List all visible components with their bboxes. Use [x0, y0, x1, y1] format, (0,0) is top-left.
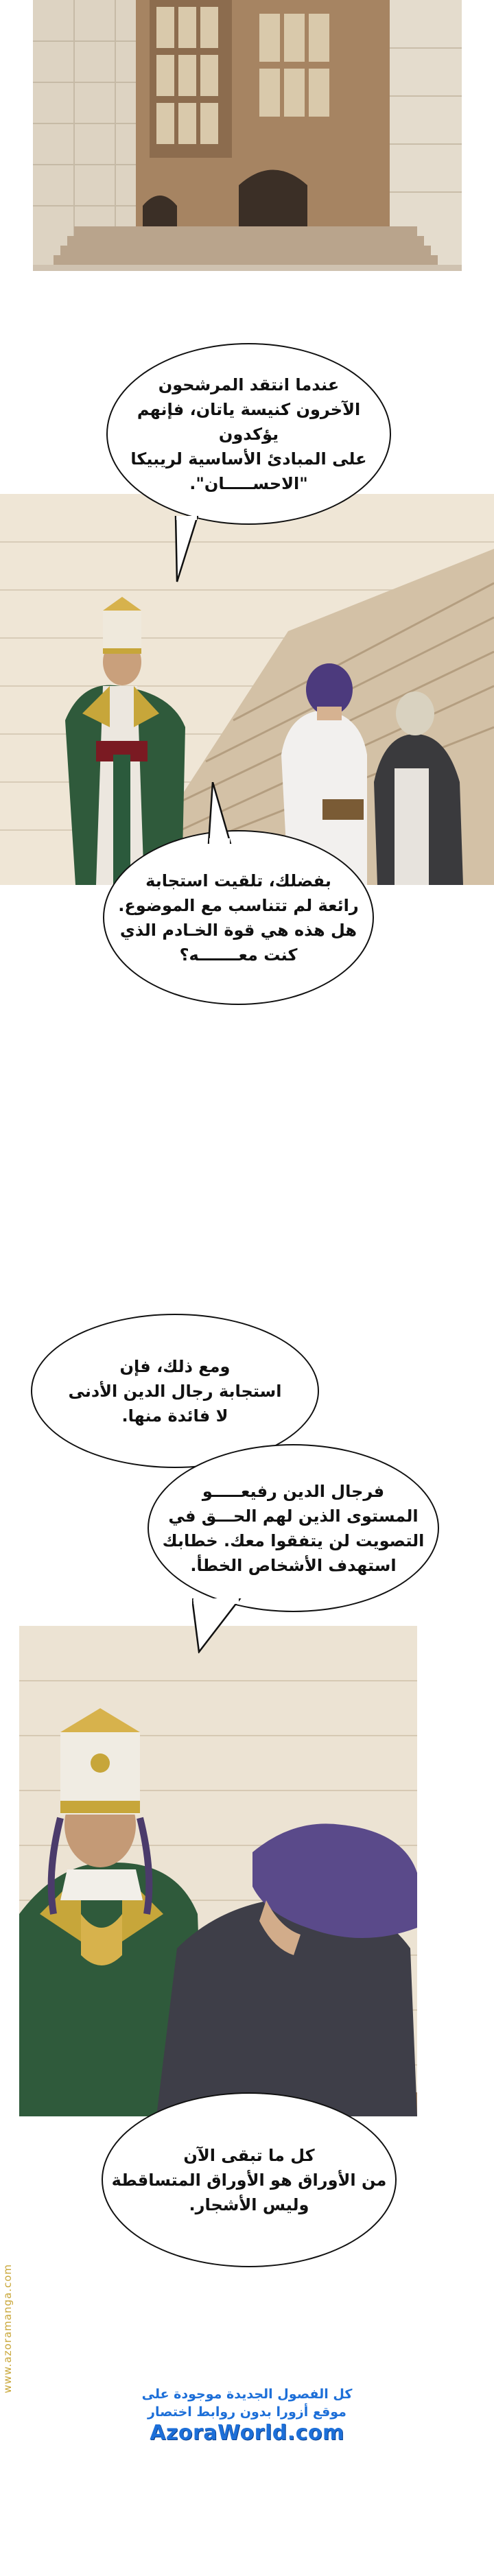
- speech-bubble-1: [106, 343, 391, 525]
- speech-text: ومع ذلك، فإن استجابة رجال الدين الأدنى لا فائدة منها.: [68, 1356, 282, 1426]
- credit-site-link[interactable]: AzoraWorld.com: [150, 2421, 344, 2446]
- credit-line-2: موقع أزورا بدون روابط اختصار: [148, 2404, 346, 2420]
- speech-bubble-tail: [206, 782, 233, 844]
- speech-text: عندما انتقد المرشحون الآخرون كنيسة ياتان، فإنهم يؤكدون على المبادئ الأساسية لريبيكا "الاحســـــان".: [130, 375, 367, 493]
- side-watermark: www.azoramanga.com: [1, 2264, 14, 2394]
- speech-bubble-tail: [173, 516, 200, 584]
- credit-line-1: كل الفصول الجديدة موجودة على: [141, 2387, 353, 2402]
- speech-text: فرجال الدين رفيعـــــو المستوى الذين لهم الحـــق في التصويت لن يتفقوا معك. خطابك استهدف الأشخاص الخطأ.: [162, 1481, 425, 1575]
- speech-text: كل ما تبقى الآن من الأوراق هو الأوراق المتساقطة وليس الأشجار.: [111, 2145, 387, 2214]
- panel-cathedral: [33, 0, 462, 271]
- panel-stairs-figures: [0, 494, 494, 885]
- speech-bubble-4: [148, 1444, 439, 1612]
- speech-bubble-tail: [192, 1598, 254, 1653]
- scanlation-credit: [0, 2386, 494, 2445]
- speech-bubble-5: [102, 2092, 397, 2267]
- panel-closeup: [19, 1626, 417, 2116]
- speech-bubble-2: [103, 830, 374, 1005]
- speech-text: بفضلك، تلقيت استجابة رائعة لم تتناسب مع الموضوع. هل هذه هي قوة الخـادم الذي كنت معـــــــه؟: [118, 871, 359, 965]
